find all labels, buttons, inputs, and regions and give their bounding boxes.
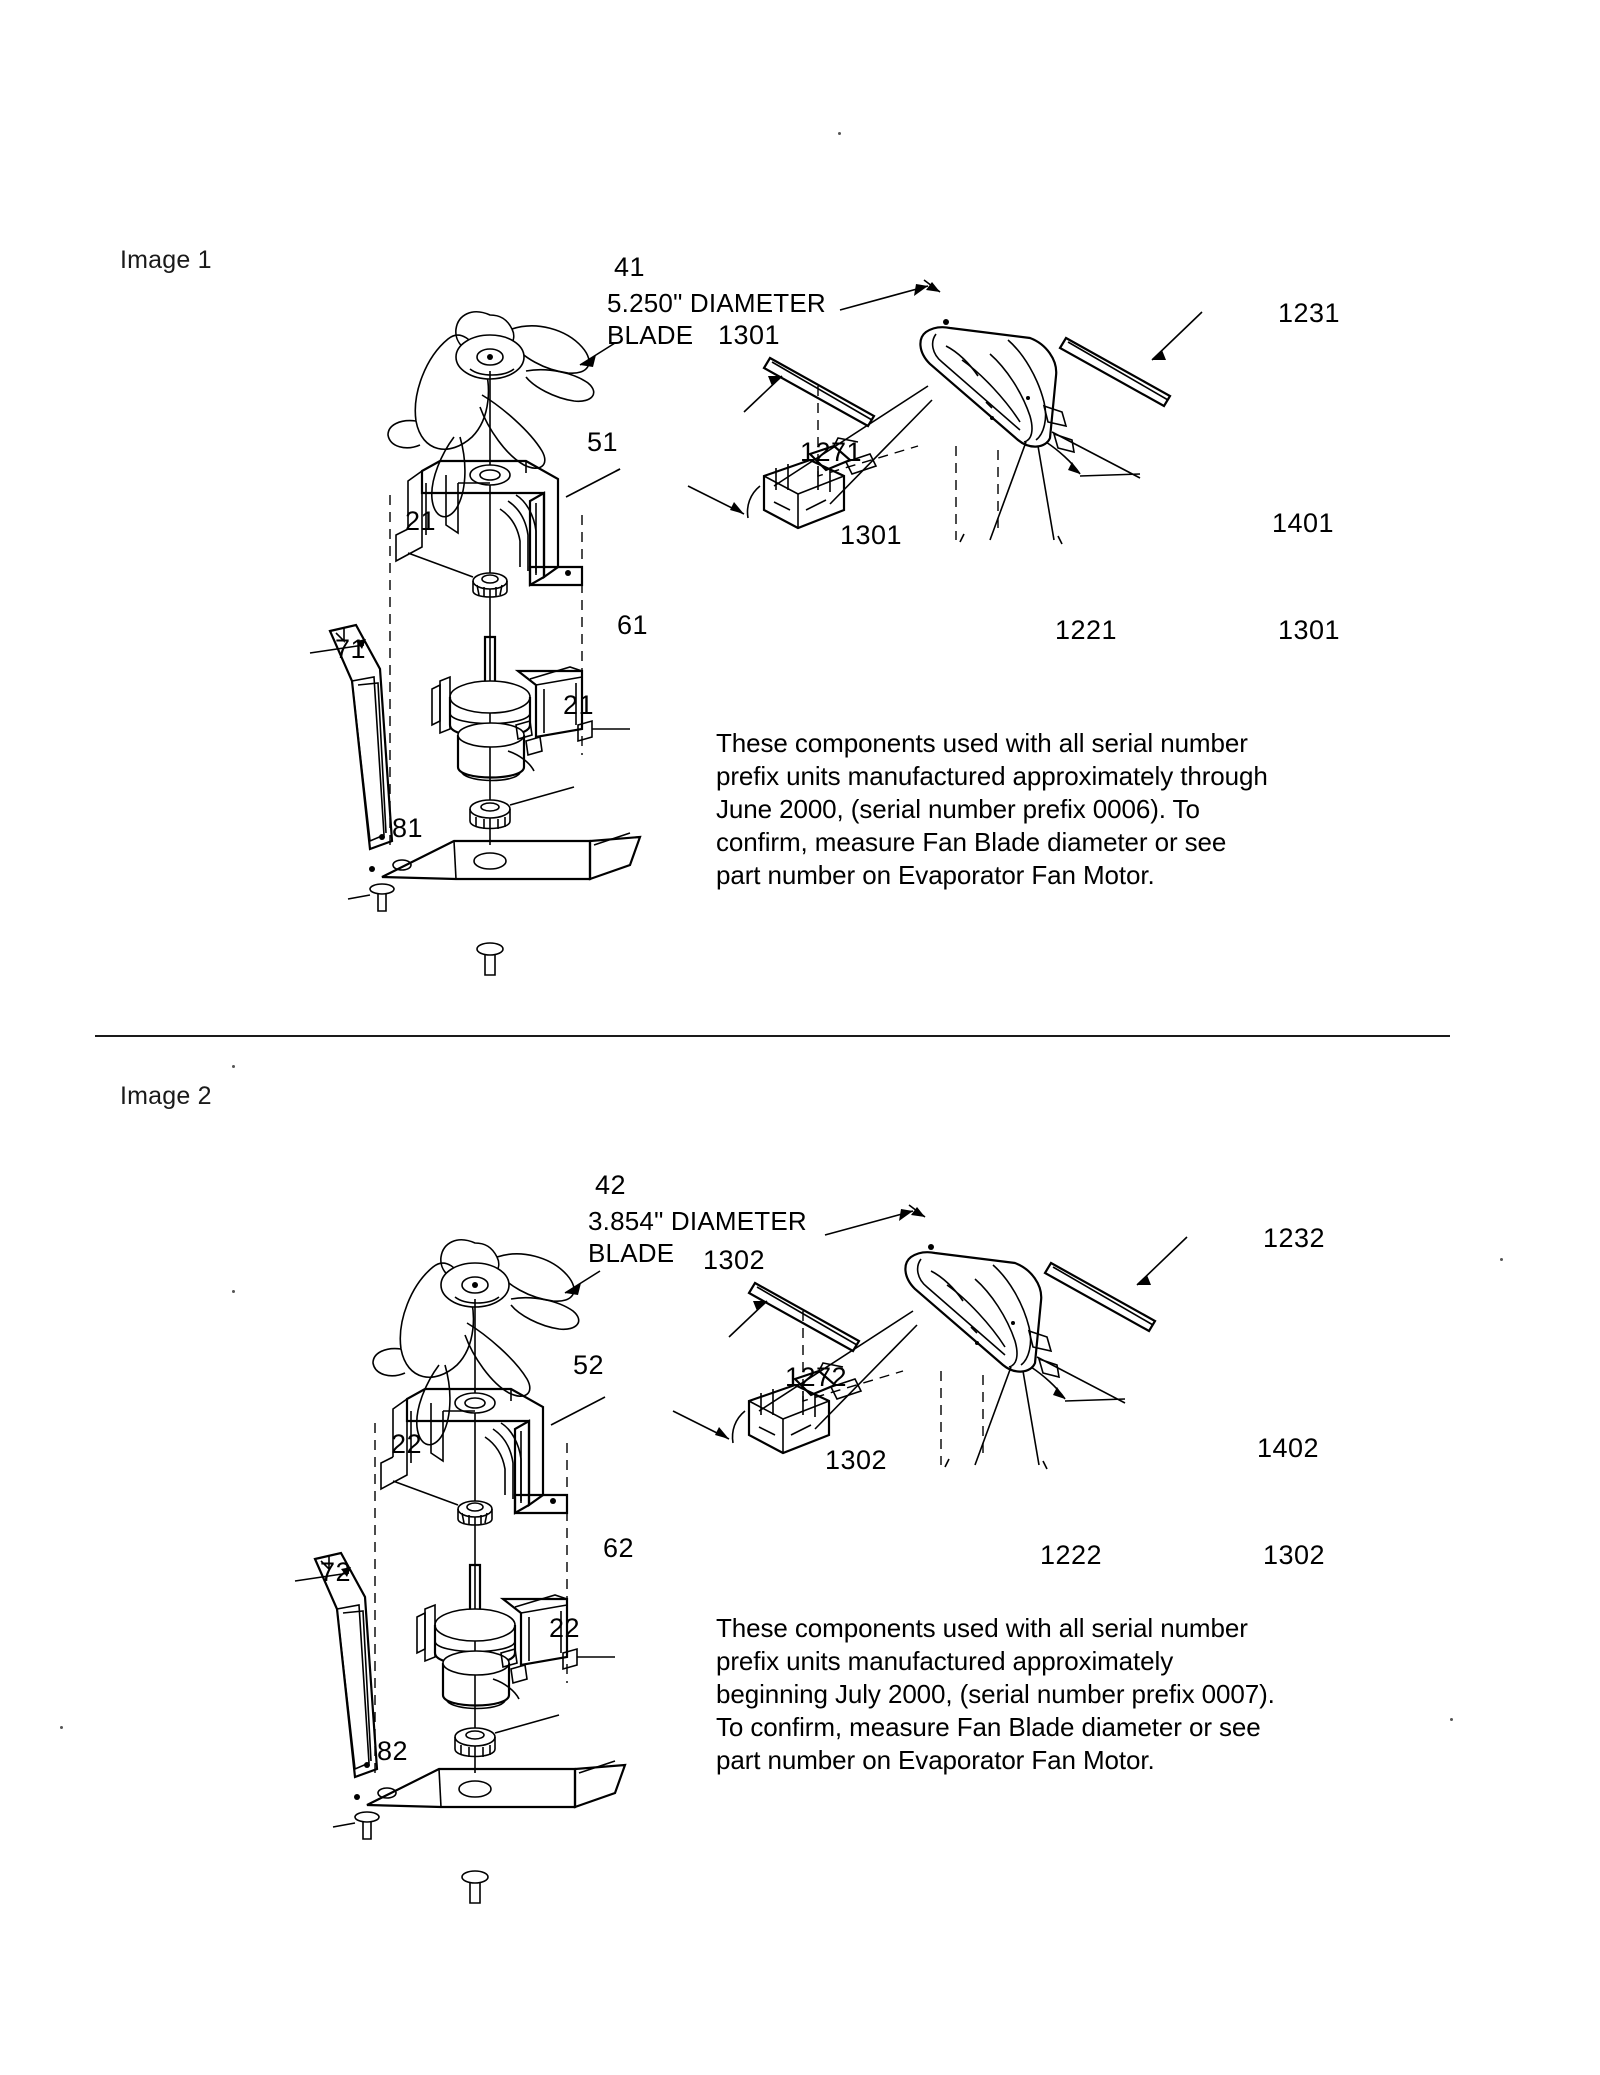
callout-52: 52 xyxy=(573,1350,605,1380)
callout-82: 82 xyxy=(377,1736,409,1766)
blade-spec-2-line-2: BLADE xyxy=(588,1238,675,1268)
callout-71: 71 xyxy=(335,634,367,664)
callout-1402: 1402 xyxy=(1257,1433,1320,1463)
blade-spec-line-1: 5.250" DIAMETER xyxy=(607,288,826,318)
scan-speck xyxy=(60,1726,63,1729)
callout-1271: 1271 xyxy=(800,437,863,467)
callout-1272: 1272 xyxy=(785,1362,848,1392)
callout-72: 72 xyxy=(320,1557,352,1587)
callout-1301-bottom: 1301 xyxy=(1278,615,1341,645)
callout-81: 81 xyxy=(392,813,424,843)
callout-22-lower: 22 xyxy=(549,1613,581,1643)
callout-1401: 1401 xyxy=(1272,508,1335,538)
blade-spec-line-2: BLADE xyxy=(607,320,694,350)
scan-speck xyxy=(232,1290,235,1293)
coil-body-art xyxy=(920,327,1080,474)
callout-21-upper: 21 xyxy=(405,506,437,536)
callout-1302-bottom: 1302 xyxy=(1263,1540,1326,1570)
blade-spec-2-line-1: 3.854" DIAMETER xyxy=(588,1206,807,1236)
screw-center-bottom-art-2 xyxy=(462,1871,488,1903)
tube-1231-art xyxy=(1060,338,1170,406)
panel-title-image-2: Image 2 xyxy=(120,1082,212,1110)
callout-51: 51 xyxy=(587,427,619,457)
tube-1272-art xyxy=(749,1283,859,1351)
scan-speck xyxy=(1450,1718,1453,1721)
callout-22-upper: 22 xyxy=(391,1429,423,1459)
coil-body-art-2 xyxy=(905,1252,1065,1399)
scan-speck xyxy=(232,1065,235,1068)
leaders-1 xyxy=(330,285,750,895)
callout-1222: 1222 xyxy=(1040,1540,1103,1570)
fan-assembly-drawing-2 xyxy=(315,1208,735,1828)
scan-speck xyxy=(1500,1258,1503,1261)
callout-1221: 1221 xyxy=(1055,615,1118,645)
callout-1302-left: 1302 xyxy=(825,1445,888,1475)
callout-1302-top: 1302 xyxy=(703,1245,766,1275)
callout-41: 41 xyxy=(614,252,646,282)
note-text-image-2: These components used with all serial number prefix units manufactured approximately beginning July 2000, (serial number prefix 0007). To confirm, measure Fan Blade diameter or see part number on Evaporator Fan Motor. xyxy=(716,1613,1275,1775)
screw-center-bottom-art xyxy=(477,943,503,975)
panel-image-2 xyxy=(0,1040,1600,2075)
callout-1301-top: 1301 xyxy=(718,320,781,350)
screw-82-art xyxy=(355,1812,379,1839)
callout-21-lower: 21 xyxy=(563,690,595,720)
note-text-image-1: These components used with all serial number prefix units manufactured approximately through June 2000, (serial number prefix 0006). To confirm, measure Fan Blade diameter or see part number on Evaporator Fan Motor. xyxy=(716,728,1268,890)
evaporator-coil-drawing-1 xyxy=(840,290,1380,620)
callout-1232: 1232 xyxy=(1263,1223,1326,1253)
panel-divider xyxy=(95,1035,1450,1037)
callout-1231: 1231 xyxy=(1278,298,1341,328)
callout-62: 62 xyxy=(603,1533,635,1563)
callout-42: 42 xyxy=(595,1170,627,1200)
fan-blade-art-2 xyxy=(373,1240,579,1445)
tube-1232-art xyxy=(1045,1263,1155,1331)
base-plate-art-2 xyxy=(354,1761,625,1807)
evaporator-coil-drawing-2 xyxy=(825,1215,1365,1545)
callout-61: 61 xyxy=(617,610,649,640)
panel-image-1 xyxy=(0,0,1600,1020)
scan-speck xyxy=(838,132,841,135)
panel-title-image-1: Image 1 xyxy=(120,246,212,274)
tube-1271-art xyxy=(764,358,874,426)
callout-1301-left: 1301 xyxy=(840,520,903,550)
